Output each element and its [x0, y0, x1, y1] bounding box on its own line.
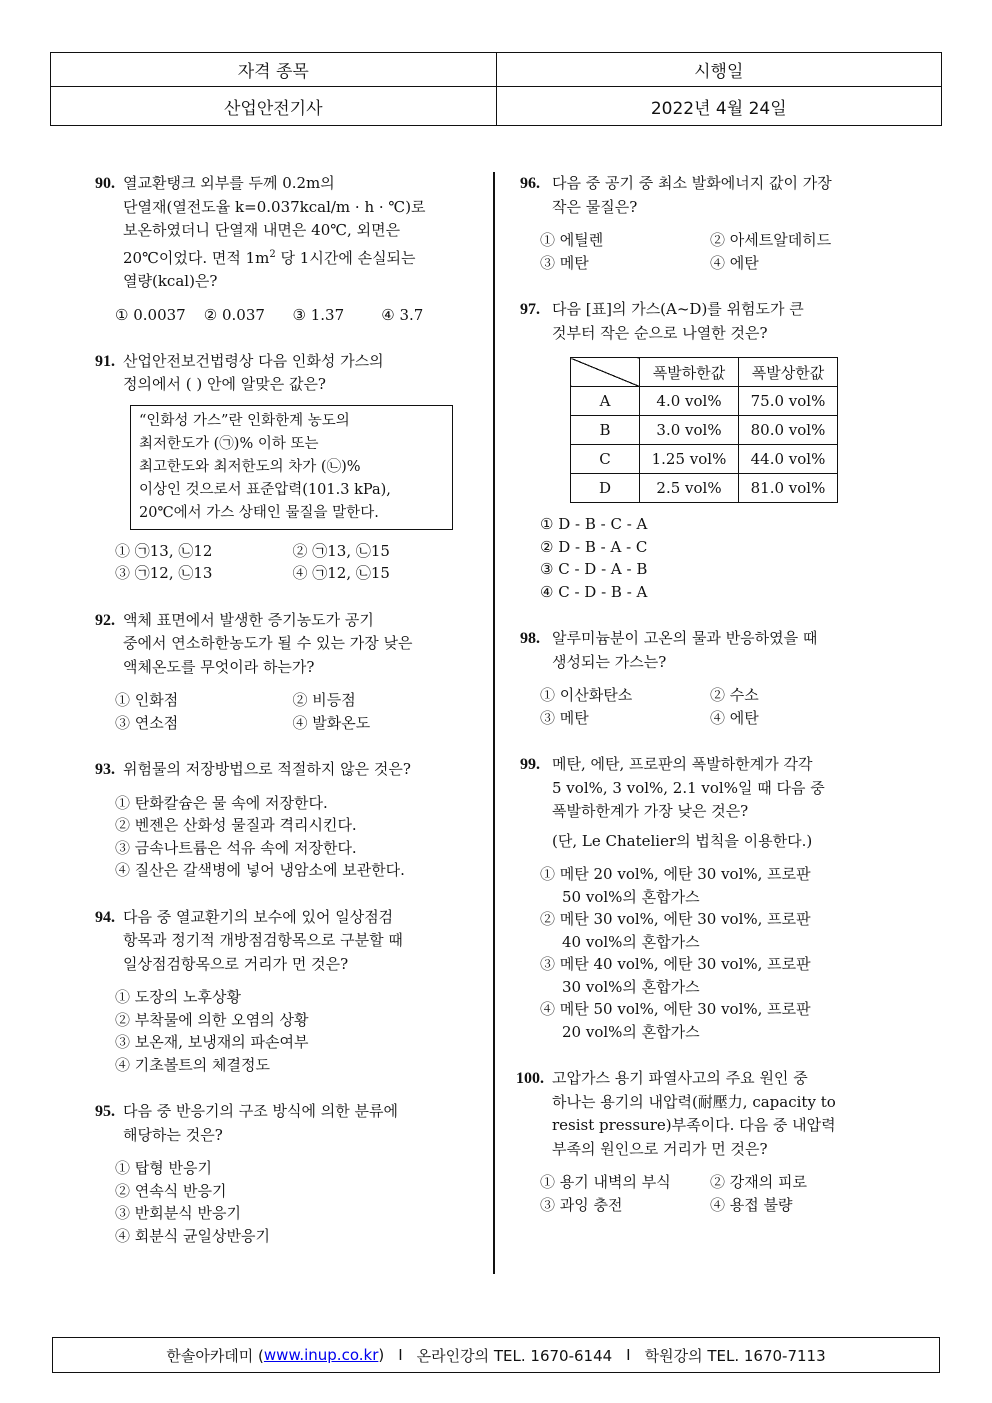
stem-line: 5 vol%, 3 vol%, 2.1 vol%일 때 다음 중	[552, 778, 825, 797]
answer-options	[95, 689, 470, 734]
option-2[interactable]: ② 연속식 반응기	[115, 1181, 227, 1200]
question-92	[95, 609, 470, 735]
question-99	[520, 753, 880, 1043]
box-line: 최고한도와 최저한도의 차가 (㉡)%	[139, 458, 361, 475]
stem-line: 메탄, 에탄, 프로판의 폭발하한계가 각각	[552, 755, 813, 773]
option-3[interactable]: ③ 메탄 40 vol%, 에탄 30 vol%, 프로판	[540, 955, 811, 973]
question-98	[520, 627, 880, 729]
option-1[interactable]: ① D - B - C - A	[540, 515, 648, 533]
option-2[interactable]: ② 메탄 30 vol%, 에탄 30 vol%, 프로판	[540, 910, 811, 928]
question-number: 99.	[520, 756, 540, 773]
answer-options	[520, 863, 880, 1043]
option-2[interactable]: ② D - B - A - C	[540, 537, 648, 556]
answer-options	[95, 792, 470, 882]
explosion-limit-table	[570, 357, 838, 503]
table-row	[571, 474, 838, 503]
option-3[interactable]: ③ 과잉 충전	[540, 1195, 623, 1214]
stem-line: 단열재(열전도율 k=0.037kcal/m · h · ℃)로	[123, 197, 426, 216]
stem-line: 다음 중 공기 중 최소 발화에너지 값이 가장	[552, 174, 832, 192]
lower-limit: 4.0 vol%	[640, 387, 739, 416]
question-stem	[520, 753, 880, 853]
footer-academy-phone: 학원강의 TEL. 1670-7113	[644, 1346, 826, 1365]
question-90	[95, 172, 470, 326]
option-3[interactable]: ③ 보온재, 보냉재의 파손여부	[115, 1033, 309, 1051]
lower-limit: 2.5 vol%	[640, 474, 739, 503]
box-line: “인화성 가스”란 인화한계 농도의	[139, 412, 350, 429]
question-number: 96.	[520, 175, 540, 192]
option-4[interactable]: ④ 발화온도	[292, 713, 371, 732]
option-3[interactable]: ③ 반회분식 반응기	[115, 1204, 241, 1222]
lower-limit: 1.25 vol%	[640, 445, 739, 474]
header-date-label: 시행일	[496, 53, 942, 87]
option-2[interactable]: ② 부착물에 의한 오염의 상황	[115, 1010, 309, 1029]
option-1[interactable]: ① ㉠13, ㉡12	[115, 541, 213, 560]
question-stem	[520, 298, 880, 345]
table-row	[571, 387, 838, 416]
option-3[interactable]: ③ 금속나트륨은 석유 속에 저장한다.	[115, 838, 357, 857]
gas-name: B	[571, 416, 640, 445]
stem-line: 부족의 원인으로 거리가 먼 것은?	[552, 1139, 768, 1158]
option-1[interactable]: ① 0.0037	[115, 305, 186, 324]
box-line: 이상인 것으로서 표준압력(101.3 kPa),	[139, 481, 391, 498]
option-1[interactable]: ① 에틸렌	[540, 231, 604, 249]
diagonal-corner-cell	[571, 358, 640, 387]
option-2[interactable]: ② 수소	[710, 686, 759, 704]
header-qualification-value: 산업안전기사	[51, 87, 497, 126]
question-stem	[520, 172, 880, 219]
option-4[interactable]: ④ C - D - B - A	[540, 582, 648, 601]
question-note: (단, Le Chatelier의 법칙을 이용한다.)	[552, 831, 813, 850]
option-4[interactable]: ④ 회분식 균일상반응기	[115, 1226, 270, 1245]
option-1[interactable]: ① 탄화칼슘은 물 속에 저장한다.	[115, 793, 328, 812]
gas-name: D	[571, 474, 640, 503]
stem-line: 액체온도를 무엇이라 하는가?	[123, 657, 315, 676]
option-4[interactable]: ④ 3.7	[381, 305, 424, 324]
option-4[interactable]: ④ 에탄	[710, 253, 759, 272]
answer-options	[95, 540, 470, 585]
question-stem	[520, 627, 880, 674]
answer-options	[520, 684, 880, 729]
definition-box	[130, 405, 453, 530]
option-1-cont: 50 vol%의 혼합가스	[562, 887, 700, 906]
footer-brand: 한솔아카데미 (	[166, 1346, 264, 1365]
question-94	[95, 906, 470, 1077]
option-2-cont: 40 vol%의 혼합가스	[562, 932, 700, 951]
stem-line: 알루미늄분이 고온의 물과 반응하였을 때	[552, 629, 818, 647]
question-stem	[95, 609, 470, 680]
question-number: 93.	[95, 761, 115, 778]
page-footer	[52, 1337, 940, 1373]
column-header-lower: 폭발하한값	[640, 358, 739, 387]
answer-options	[520, 229, 880, 274]
upper-limit: 80.0 vol%	[739, 416, 838, 445]
question-95	[95, 1100, 470, 1247]
upper-limit: 44.0 vol%	[739, 445, 838, 474]
option-1[interactable]: ① 탑형 반응기	[115, 1159, 212, 1177]
question-97	[520, 298, 880, 603]
stem-line: 다음 중 열교환기의 보수에 있어 일상점검	[123, 907, 394, 926]
table-header-row	[571, 358, 838, 387]
option-3[interactable]: ③ 연소점	[115, 713, 179, 732]
stem-line: 산업안전보건법령상 다음 인화성 가스의	[123, 351, 384, 370]
option-3[interactable]: ③ C - D - A - B	[540, 560, 648, 578]
question-number: 100.	[516, 1070, 544, 1087]
stem-line: 정의에서 ( ) 안에 알맞은 값은?	[123, 375, 326, 393]
option-1[interactable]: ① 용기 내벽의 부식	[540, 1173, 671, 1191]
stem-line: 20℃이었다. 면적 $1m^2$ 당 1시간에 손실되는	[123, 248, 416, 267]
question-number: 91.	[95, 352, 115, 370]
option-4[interactable]: ④ 에탄	[710, 708, 759, 727]
question-number: 94.	[95, 908, 115, 926]
question-number: 97.	[520, 301, 540, 318]
option-3[interactable]: ③ 1.37	[292, 305, 345, 324]
answer-options	[95, 986, 470, 1076]
question-number: 95.	[95, 1103, 115, 1120]
stem-line: 해당하는 것은?	[123, 1125, 223, 1144]
stem-line: 생성되는 가스는?	[552, 652, 667, 671]
option-2[interactable]: ② 비등점	[292, 691, 356, 709]
option-4-cont: 20 vol%의 혼합가스	[562, 1022, 700, 1041]
option-3-cont: 30 vol%의 혼합가스	[562, 977, 700, 996]
question-93	[95, 758, 470, 882]
header-qualification-label: 자격 종목	[51, 53, 497, 87]
column-divider	[493, 172, 495, 1274]
question-stem	[95, 1100, 470, 1147]
option-1[interactable]: ① 인화점	[115, 691, 179, 709]
option-3[interactable]: ③ 메탄	[540, 708, 589, 727]
option-4[interactable]: ④ ㉠12, ㉡15	[292, 564, 390, 582]
upper-limit: 81.0 vol%	[739, 474, 838, 503]
option-4[interactable]: ④ 용접 불량	[710, 1195, 793, 1214]
footer-separator: I	[398, 1346, 403, 1364]
gas-name: C	[571, 445, 640, 474]
footer-separator: I	[626, 1346, 631, 1364]
question-stem	[95, 172, 470, 294]
question-number: 90.	[95, 175, 115, 192]
box-line: 최저한도가 (㉠)% 이하 또는	[139, 435, 319, 452]
stem-line: 액체 표면에서 발생한 증기농도가 공기	[123, 610, 374, 629]
stem-line: resist pressure)부족이다. 다음 중 내압력	[552, 1116, 836, 1134]
answer-options	[520, 513, 880, 603]
question-stem	[95, 906, 470, 977]
footer-online-phone: 온라인강의 TEL. 1670-6144	[416, 1346, 613, 1365]
upper-limit: 75.0 vol%	[739, 387, 838, 416]
option-3[interactable]: ③ ㉠12, ㉡13	[115, 564, 213, 582]
answer-options	[520, 1171, 880, 1216]
table-row	[571, 445, 838, 474]
exam-header-table	[50, 52, 942, 126]
stem-line: 위험물의 저장방법으로 적절하지 않은 것은?	[123, 760, 411, 778]
stem-line: 중에서 연소하한농도가 될 수 있는 가장 낮은	[123, 634, 413, 652]
right-column	[516, 172, 880, 1240]
stem-line: 다음 중 반응기의 구조 방식에 의한 분류에	[123, 1102, 398, 1120]
column-header-upper: 폭발상한값	[739, 358, 838, 387]
option-1[interactable]: ① 도장의 노후상황	[115, 988, 241, 1006]
stem-line: 것부터 작은 순으로 나열한 것은?	[552, 323, 768, 342]
stem-line: 항목과 정기적 개방점검항목으로 구분할 때	[123, 931, 403, 949]
option-1[interactable]: ① 이산화탄소	[540, 686, 633, 704]
question-100	[516, 1067, 880, 1216]
question-stem	[95, 758, 470, 782]
option-2[interactable]: ② 벤젠은 산화성 물질과 격리시킨다.	[115, 816, 357, 834]
table-row	[571, 416, 838, 445]
option-1[interactable]: ① 메탄 20 vol%, 에탄 30 vol%, 프로판	[540, 865, 811, 883]
question-number: 92.	[95, 611, 115, 629]
answer-options	[95, 304, 470, 326]
stem-line: 작은 물질은?	[552, 197, 638, 216]
question-96	[520, 172, 880, 274]
option-2[interactable]: ② ㉠13, ㉡15	[292, 541, 390, 560]
option-3[interactable]: ③ 메탄	[540, 253, 589, 272]
header-date-value: 2022년 4월 24일	[496, 87, 942, 126]
question-stem	[516, 1067, 880, 1161]
stem-line: 다음 [표]의 가스(A~D)를 위험도가 큰	[552, 300, 804, 318]
box-line: 20℃에서 가스 상태인 물질을 말한다.	[139, 504, 379, 521]
question-91	[95, 350, 470, 585]
stem-line: 열교환탱크 외부를 두께 0.2m의	[123, 174, 335, 192]
left-column	[95, 172, 470, 1271]
lower-limit: 3.0 vol%	[640, 416, 739, 445]
stem-line: 열량(kcal)은?	[123, 272, 218, 290]
option-2[interactable]: ② 아세트알데히드	[710, 231, 832, 249]
option-4[interactable]: ④ 메탄 50 vol%, 에탄 30 vol%, 프로판	[540, 1000, 811, 1018]
option-2[interactable]: ② 강재의 피로	[710, 1173, 807, 1191]
answer-options	[95, 1157, 470, 1247]
option-2[interactable]: ② 0.037	[203, 305, 265, 324]
question-number: 98.	[520, 630, 540, 647]
stem-line: 보온하였더니 단열재 내면은 40℃, 외면은	[123, 221, 401, 239]
option-4[interactable]: ④ 기초볼트의 체결정도	[115, 1055, 270, 1074]
footer-brand-close: )	[378, 1346, 385, 1364]
question-stem	[95, 350, 470, 397]
stem-line: 고압가스 용기 파열사고의 주요 원인 중	[552, 1069, 808, 1087]
footer-website-link[interactable]: www.inup.co.kr	[263, 1346, 379, 1364]
gas-name: A	[571, 387, 640, 416]
option-4[interactable]: ④ 질산은 갈색병에 넣어 냉암소에 보관한다.	[115, 861, 405, 879]
stem-line: 폭발하한계가 가장 낮은 것은?	[552, 802, 749, 820]
stem-line: 일상점검항목으로 거리가 먼 것은?	[123, 954, 349, 973]
stem-line: 하나는 용기의 내압력(耐壓力, capacity to	[552, 1092, 836, 1111]
